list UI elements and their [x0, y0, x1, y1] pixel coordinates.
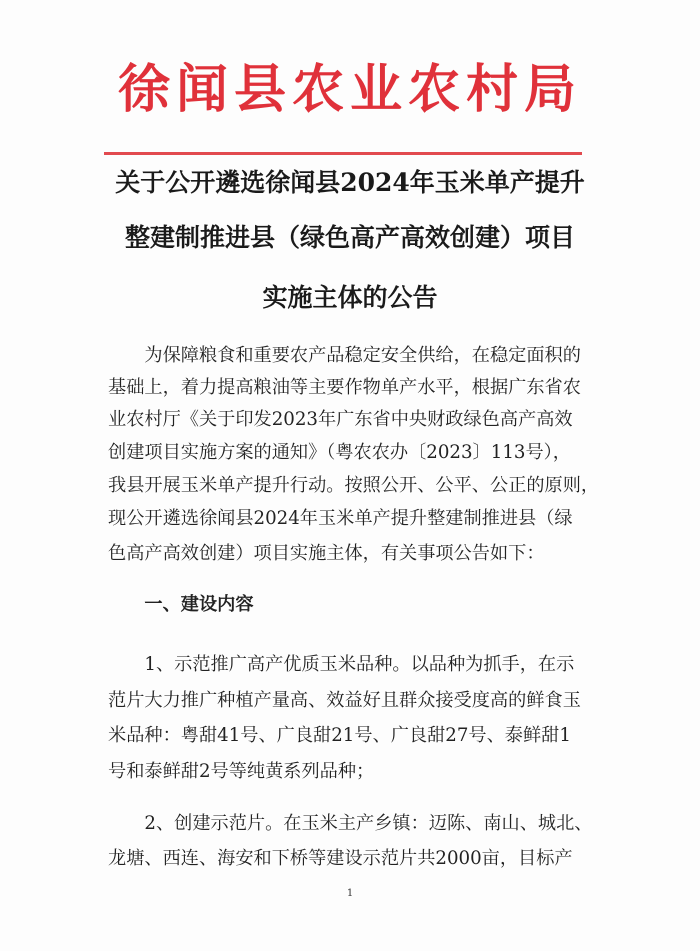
body-line: 龙塘、西连、海安和下桥等建设示范片共2000亩，目标产: [108, 848, 573, 869]
body-line: 号和泰鲜甜2号等纯黄系列品种；: [108, 761, 375, 782]
body-line: 现公开遴选徐闻县2024年玉米单产提升整建制推进县（绿: [108, 508, 573, 529]
letterhead-red-rule: [104, 152, 582, 155]
body-line: 1、示范推广高产优质玉米品种。以品种为抓手，在示: [108, 654, 575, 675]
notice-title-line-1: 关于公开遴选徐闻县2024年玉米单产提升: [115, 168, 585, 197]
body-line: 范片大力推广种植产量高、效益好且群众接受度高的鲜食玉: [108, 690, 581, 711]
body-line: 业农村厅《关于印发2023年广东省中央财政绿色高产高效: [108, 409, 573, 430]
letterhead-agency-name: 徐闻县农业农村局: [117, 59, 582, 120]
notice-title-line-3: 实施主体的公告: [262, 283, 438, 312]
body-line: 2、创建示范片。在玉米主产乡镇：迈陈、南山、城北、: [108, 813, 593, 834]
notice-title-line-2: 整建制推进县（绿色高产高效创建）项目: [124, 223, 575, 252]
section-heading-construction-content: 一、建设内容: [108, 594, 254, 615]
body-line: 米品种：粤甜41号、广良甜21号、广良甜27号、泰鲜甜1: [108, 725, 571, 746]
body-line: 为保障粮食和重要农产品稳定安全供给，在稳定面积的: [108, 345, 581, 366]
page-number: 1: [346, 888, 354, 899]
body-line: 基础上，着力提高粮油等主要作物单产水平，根据广东省农: [108, 377, 581, 398]
body-line: 我县开展玉米单产提升行动。按照公开、公平、公正的原则，: [108, 475, 600, 496]
body-line: 色高产高效创建）项目实施主体，有关事项公告如下：: [108, 543, 545, 564]
body-line: 创建项目实施方案的通知》（粤农农办〔2023〕113号），: [108, 442, 571, 463]
